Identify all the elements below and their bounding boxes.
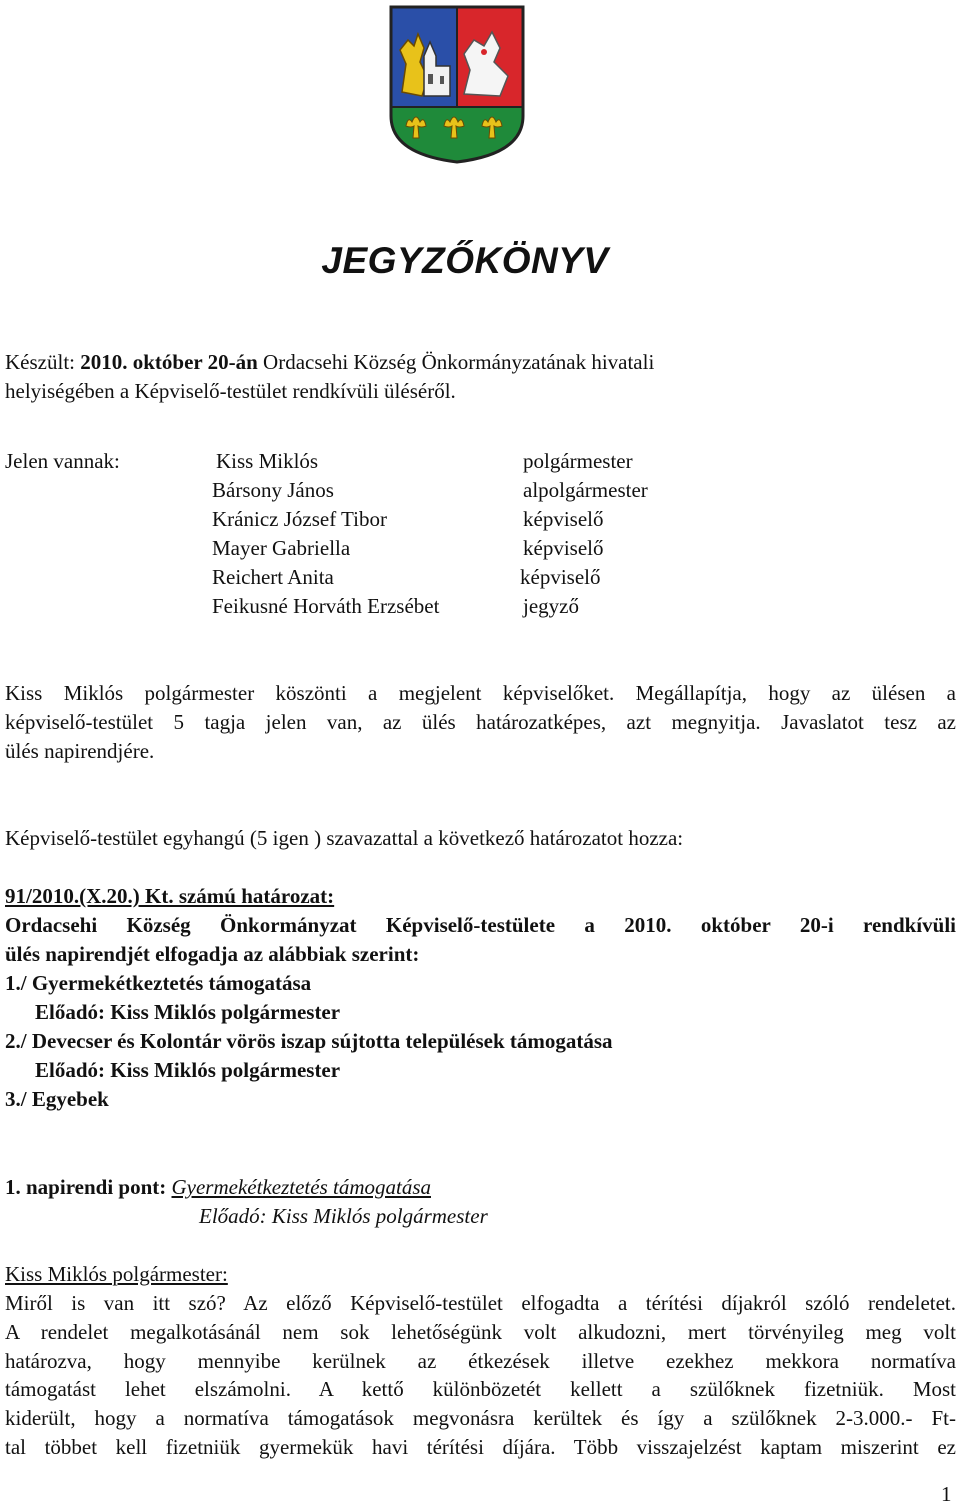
attendee-role: alpolgármester — [523, 478, 648, 502]
coat-of-arms-icon — [388, 4, 526, 164]
speech-line: tal többet kell fizetniük gyermekük havi térítési díjára. Több visszajelzést kaptam miszerint ez — [5, 1435, 956, 1459]
opening-line: ülés napirendjére. — [5, 739, 155, 763]
agenda-item-1: 1./ Gyermekétkeztetés támogatása — [5, 971, 312, 995]
resolution-number: 91/2010.(X.20.) Kt. számú határozat: — [5, 884, 335, 908]
speech-line: határozva, hogy mennyibe kerülnek az étkezések illetve ezekhez mekkora normatíva — [5, 1349, 956, 1373]
intro-label: Készült: — [5, 350, 75, 374]
attendee-name: Feikusné Horváth Erzsébet — [212, 594, 440, 618]
agenda-point-heading — [5, 1173, 431, 1202]
attendee-name: Mayer Gabriella — [212, 536, 351, 560]
attendee-name: Bársony János — [212, 478, 334, 502]
attendee-name: Kiss Miklós — [216, 449, 319, 473]
attendee-role: képviselő — [523, 507, 604, 531]
page-number: 1 — [941, 1482, 952, 1506]
agenda-point-label: 1. napirendi pont: — [5, 1175, 167, 1199]
agenda-item-2-presenter: Előadó: Kiss Miklós polgármester — [35, 1058, 341, 1082]
resolution-body-line: Ordacsehi Község Önkormányzat Képviselő-testülete a 2010. október 20-i rendkívüli — [5, 913, 956, 937]
opening-line: képviselő-testület 5 tagja jelen van, az ülés határozatképes, azt megnyitja. Javaslatot tesz az — [5, 710, 956, 734]
attendee-role: képviselő — [520, 565, 601, 589]
agenda-item-1-presenter: Előadó: Kiss Miklós polgármester — [35, 1000, 341, 1024]
speech-line: támogatást lehet elszámolni. A kettő különbözetét kellett a szülőknek fizetniük. Most — [5, 1377, 956, 1401]
speech-line: kiderült, hogy a normatíva támogatások megvonásra kerültek és így a szülőknek 2-3.000.- Ft- — [5, 1406, 956, 1430]
attendee-role: képviselő — [523, 536, 604, 560]
document-title: JEGYZŐKÖNYV — [321, 240, 609, 281]
attendee-role: jegyző — [523, 594, 579, 618]
agenda-point-topic: Gyermekétkeztetés támogatása — [171, 1175, 431, 1199]
attendee-name: Reichert Anita — [212, 565, 334, 589]
attendee-name: Kránicz József Tibor — [212, 507, 387, 531]
attendee-role: polgármester — [523, 449, 633, 473]
agenda-item-3: 3./ Egyebek — [5, 1087, 109, 1111]
agenda-item-2: 2./ Devecser és Kolontár vörös iszap sújtotta települések támogatása — [5, 1029, 613, 1053]
vote-line: Képviselő-testület egyhangú (5 igen ) szavazattal a következő határozatot hozza: — [5, 826, 684, 850]
intro-date: 2010. október 20-án — [80, 350, 258, 374]
speech-line: Miről is van itt szó? Az előző Képviselő-testület elfogadta a térítési díjakról szóló rendeletet. — [5, 1291, 956, 1315]
attendees-label: Jelen vannak: — [5, 449, 120, 473]
agenda-point-presenter: Előadó: Kiss Miklós polgármester — [199, 1204, 488, 1228]
intro-line-2: helyiségében a Képviselő-testület rendkívüli üléséről. — [5, 379, 456, 403]
opening-line: Kiss Miklós polgármester köszönti a megjelent képviselőket. Megállapítja, hogy az ülésen a — [5, 681, 956, 705]
speaker-label: Kiss Miklós polgármester: — [5, 1262, 228, 1286]
intro-location: Ordacsehi Község Önkormányzatának hivatali — [263, 350, 655, 374]
intro-line-1 — [5, 348, 654, 377]
resolution-body-line: ülés napirendjét elfogadja az alábbiak szerint: — [5, 942, 420, 966]
speech-line: A rendelet megalkotásánál nem sok lehetőségünk volt alkudozni, mert törvényileg meg volt — [5, 1320, 956, 1344]
